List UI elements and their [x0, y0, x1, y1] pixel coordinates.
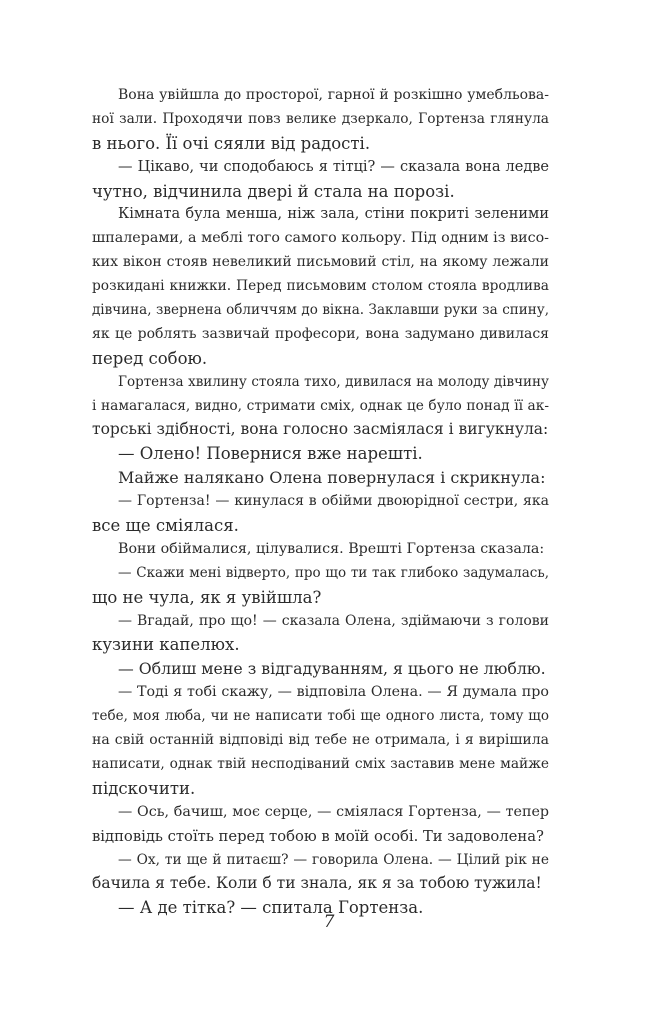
- text-line: і намагалася, видно, стримати сміх, однак це було понад її ак-: [92, 397, 549, 414]
- text-line: — Гортенза! — кинулася в обійми двоюрідної сестри, яка: [118, 493, 549, 510]
- text-line: все ще сміялася.: [92, 516, 239, 536]
- text-line: Майже налякано Олена повернулася і скрикнула:: [118, 468, 546, 488]
- text-line: — А де тітка? — спитала Гортенза.: [118, 898, 424, 918]
- text-line: Кімната була менша, ніж зала, стіни покриті зеленими: [118, 206, 549, 223]
- text-line: написати, однак твій несподіваний сміх заставив мене майже: [92, 755, 549, 772]
- text-line: ної зали. Проходячи повз велике дзеркало, Гортенза глянула: [92, 110, 549, 127]
- text-line: — Облиш мене з відгадуванням, я цього не люблю.: [118, 659, 546, 679]
- text-line: бачила я тебе. Коли б ти знала, як я за тобою тужила!: [92, 874, 542, 893]
- text-line: — Скажи мені відверто, про що ти так глибоко задумалась,: [118, 564, 549, 581]
- text-line: що не чула, як я увійшла?: [92, 587, 322, 607]
- text-line: підскочити.: [92, 778, 196, 798]
- text-line: торські здібності, вона голосно засміялася і вигукнула:: [92, 420, 549, 439]
- text-line: дівчина, звернена обличчям до вікна. Заклавши руки за спину,: [92, 302, 549, 319]
- text-line: кузини капелюх.: [92, 635, 240, 655]
- text-line: на свій останній відповіді від тебе не отримала, і я вирішила: [92, 732, 549, 749]
- text-line: Вони обіймалися, цілувалися. Врешті Гортенза сказала:: [118, 540, 545, 557]
- body-text: [92, 84, 549, 920]
- text-line: — Ох, ти ще й питаєш? — говорила Олена. — Цілий рік не: [118, 851, 549, 868]
- text-line: розкидані книжки. Перед письмовим столом стояла вродлива: [92, 278, 549, 295]
- text-line: відповідь стоїть перед тобою в моїй особі. Ти задоволена?: [92, 827, 544, 845]
- text-line: перед собою.: [92, 348, 208, 368]
- page-number: 7: [323, 912, 335, 932]
- text-line: як це роблять зазвичай професори, вона задумано дивилася: [92, 325, 549, 342]
- text-line: — Тоді я тобі скажу, — відповіла Олена. — Я думала про: [118, 684, 549, 701]
- text-line: — Цікаво, чи сподобаюсь я тітці? — сказала вона ледве: [118, 158, 549, 175]
- text-line: Вона увійшла до просторої, гарної й розкішно умебльова-: [118, 87, 549, 103]
- text-line: — Вгадай, про що! — сказала Олена, здіймаючи з голови: [118, 612, 549, 629]
- text-line: — Ось, бачиш, моє серце, — сміялася Гортенза, — тепер: [118, 803, 549, 820]
- text-line: тебе, моя люба, чи не написати тобі ще одного листа, тому що: [92, 708, 549, 725]
- text-line: ких вікон стояв невеликий письмовий стіл, на якому лежали: [92, 254, 549, 271]
- text-line: шпалерами, а меблі того самого кольору. Під одним із висо-: [92, 230, 549, 247]
- text-line: — Олено! Повернися вже нарешті.: [118, 444, 423, 464]
- text-line: чутно, відчинила двері й стала на порозі.: [92, 181, 455, 201]
- text-line: Гортенза хвилину стояла тихо, дивилася на молоду дівчину: [118, 373, 549, 390]
- text-line: в нього. Її очі сяяли від радості.: [92, 133, 371, 153]
